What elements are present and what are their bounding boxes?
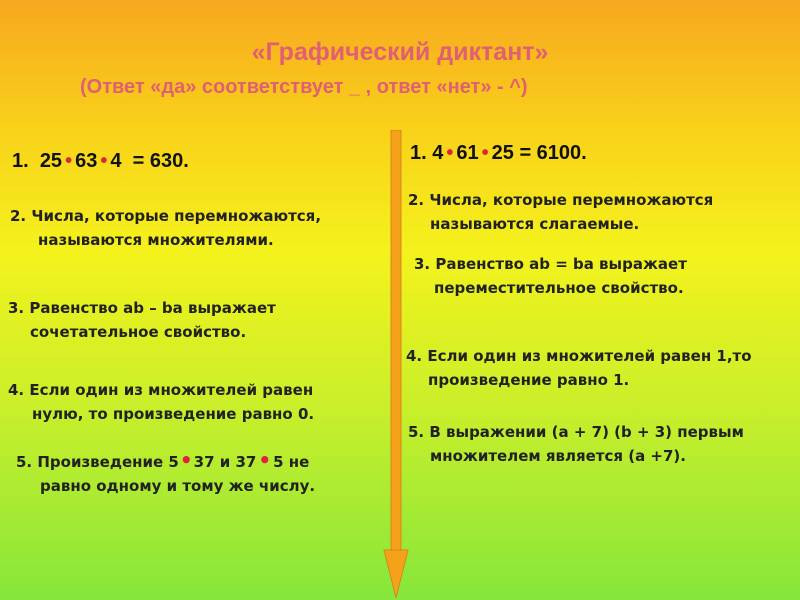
- multiply-dot-icon: •: [446, 142, 454, 164]
- left-question-4: 4. Если один из множителей равен нулю, то произведение равно 0.: [8, 381, 315, 423]
- left-question-2: 2. Числа, которые перемножаются, называются множителями.: [10, 207, 322, 249]
- multiply-dot-icon: •: [258, 448, 272, 472]
- right-question-3: 3. Равенство ab = ba выражает переместительное свойство.: [414, 255, 687, 297]
- right-question-2: 2. Числа, которые перемножаются называются слагаемые.: [408, 191, 714, 233]
- right-question-4: 4. Если один из множителей равен 1,то произведение равно 1.: [406, 347, 752, 389]
- multiply-dot-icon: •: [179, 448, 193, 472]
- page-subtitle: (Ответ «да» соответствует _ , ответ «нет» - ^): [80, 76, 528, 98]
- page-title: «Графический диктант»: [251, 38, 549, 66]
- left-question-3: 3. Равенство ab – ba выражает сочетательное свойство.: [8, 299, 276, 341]
- left-question-5: 5. Произведение 5•37 и 37 • 5 не равно одному и тому же числу.: [16, 448, 316, 495]
- multiply-dot-icon: •: [65, 150, 73, 172]
- multiply-dot-icon: •: [100, 150, 108, 172]
- right-question-1: 1. 4 • 61 • 25 = 6100.: [410, 142, 587, 164]
- multiply-dot-icon: •: [481, 142, 489, 164]
- left-question-1: 1. 25 • 63 • 4 = 630.: [12, 150, 189, 172]
- right-question-5: 5. В выражении (a + 7) (b + 3) первым множителем является (a +7).: [408, 423, 744, 465]
